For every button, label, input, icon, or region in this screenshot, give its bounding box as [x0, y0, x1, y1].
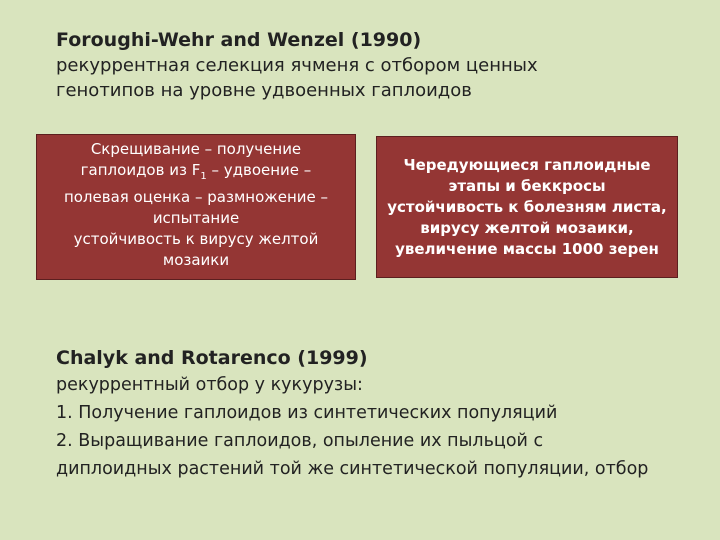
left-box-line: мозаики [162, 251, 230, 269]
right-box-line: этапы и беккросы [448, 176, 606, 195]
subscript: 1 [200, 171, 207, 182]
bottom-text-line: 2. Выращивание гаплоидов, опыление их пыльцой с [56, 431, 544, 451]
right-scheme-box [376, 136, 678, 278]
left-box-line-text: гаплоидов из F [80, 161, 201, 179]
top-description [56, 53, 696, 103]
right-box-line: увеличение массы 1000 зерен [395, 239, 659, 258]
left-box-line: устойчивость к вирусу желтой [73, 230, 319, 248]
top-description-line: рекуррентная селекция ячменя с отбором ценных [56, 55, 538, 76]
bottom-text-line: диплоидных растений той же синтетической популяции, отбор [56, 459, 649, 479]
left-box-line: полевая оценка – размножение – [63, 188, 329, 206]
bottom-text-line: рекуррентный отбор у кукурузы: [56, 375, 363, 395]
right-box-line: устойчивость к болезням листа, [387, 197, 667, 216]
right-box-line: Чередующиеся гаплоидные [403, 155, 651, 174]
left-scheme-box [36, 134, 356, 280]
bottom-text-line: 1. Получение гаплоидов из синтетических популяций [56, 403, 558, 423]
bottom-text-block [56, 345, 716, 483]
bottom-author-citation: Chalyk and Rotarenco (1999) [56, 347, 368, 369]
left-box-line [64, 160, 328, 187]
top-description-line: генотипов на уровне удвоенных гаплоидов [56, 80, 472, 101]
top-text-block [56, 28, 696, 103]
left-box-line: испытание [152, 209, 240, 227]
top-author-citation: Foroughi-Wehr and Wenzel (1990) [56, 29, 422, 51]
right-box-line: вирусу желтой мозаики, [420, 218, 634, 237]
left-box-line-text: – удвоение – [206, 161, 312, 179]
left-box-line: Скрещивание – получение [90, 140, 302, 158]
